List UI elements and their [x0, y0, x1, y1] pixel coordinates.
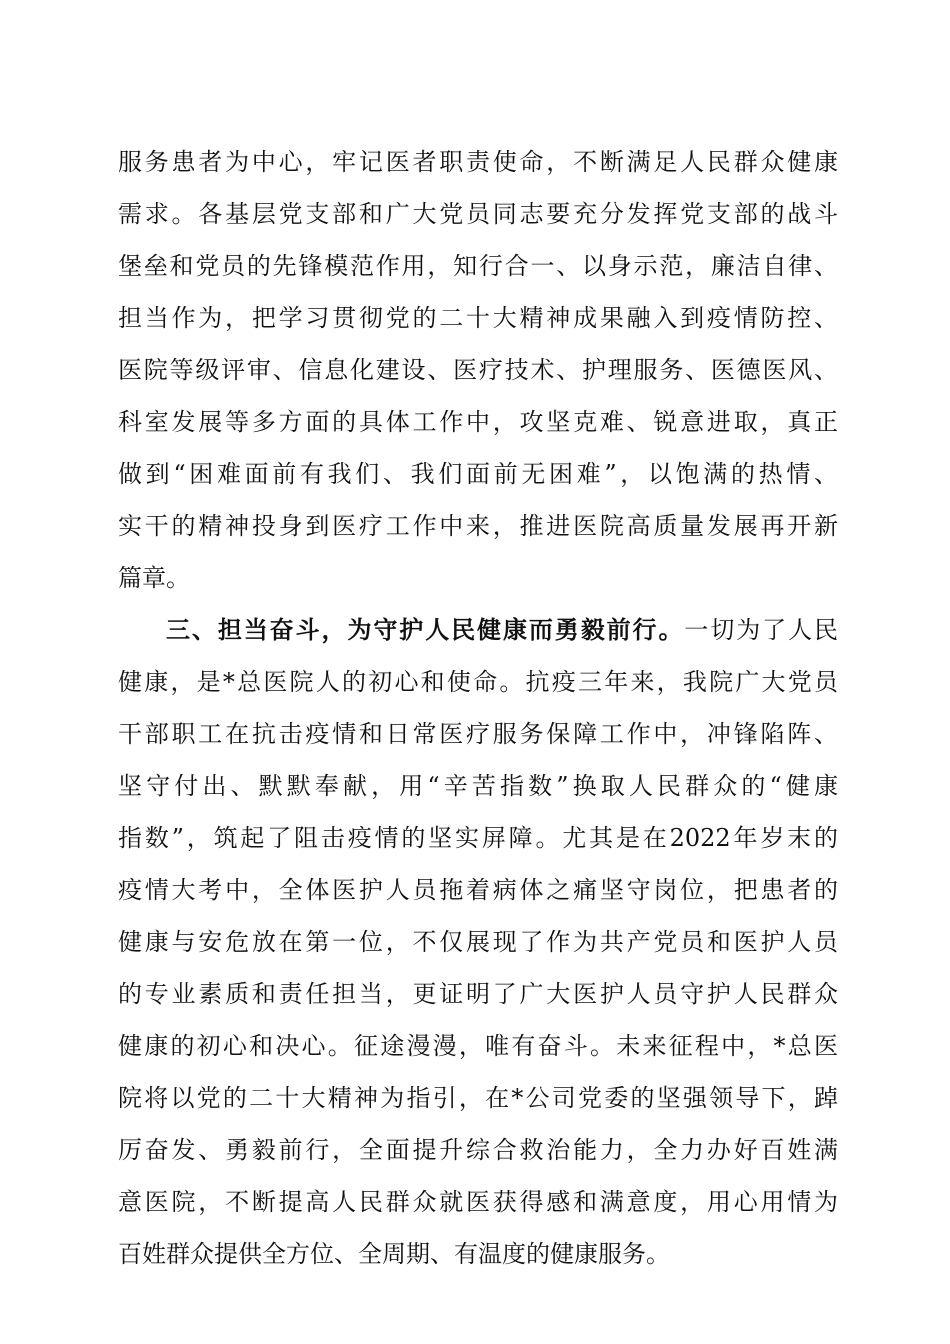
- paragraph-line: 厉奋发、勇毅前行，全面提升综合救治能力，全力办好百姓满: [118, 1136, 838, 1164]
- paragraph-line: 院将以党的二十大精神为指引，在*公司党委的坚强领导下，踔: [118, 1084, 838, 1112]
- paragraph-line: 的专业素质和责任担当，更证明了广大医护人员守护人民群众: [118, 980, 838, 1008]
- paragraph-line: 堡垒和党员的先锋模范作用，知行合一、以身示范，廉洁自律、: [118, 252, 838, 280]
- paragraph-line: 意医院，不断提高人民群众就医获得感和满意度，用心用情为: [118, 1188, 838, 1216]
- paragraph-line: 健康的初心和决心。征途漫漫，唯有奋斗。未来征程中，*总医: [118, 1032, 838, 1060]
- paragraph-line: 科室发展等多方面的具体工作中，攻坚克难、锐意进取，真正: [118, 408, 838, 436]
- paragraph-line: 服务患者为中心，牢记医者职责使命，不断满足人民群众健康: [118, 148, 838, 176]
- section-heading: 三、担当奋斗，为守护人民健康而勇毅前行。: [166, 616, 685, 644]
- paragraph-line: 指数”，筑起了阻击疫情的坚实屏障。尤其是在2022年岁末的: [118, 824, 838, 852]
- paragraph-line: 医院等级评审、信息化建设、医疗技术、护理服务、医德医风、: [118, 356, 838, 384]
- paragraph-line: 疫情大考中，全体医护人员拖着病体之痛坚守岗位，把患者的: [118, 876, 838, 904]
- first-line-text: 一切为了人民: [684, 616, 839, 644]
- paragraph-line: 担当作为，把学习贯彻党的二十大精神成果融入到疫情防控、: [118, 304, 838, 332]
- paragraph-line: 百姓群众提供全方位、全周期、有温度的健康服务。: [118, 1240, 670, 1268]
- paragraph-line: 健康，是*总医院人的初心和使命。抗疫三年来，我院广大党员: [118, 668, 838, 696]
- paragraph-first-line: [166, 610, 838, 650]
- paragraph-line: 篇章。: [118, 564, 190, 592]
- paragraph-line: 实干的精神投身到医疗工作中来，推进医院高质量发展再开新: [118, 512, 838, 540]
- paragraph-line: 干部职工在抗击疫情和日常医疗服务保障工作中，冲锋陷阵、: [118, 720, 838, 748]
- paragraph-line: 需求。各基层党支部和广大党员同志要充分发挥党支部的战斗: [118, 200, 838, 228]
- paragraph-line: 健康与安危放在第一位，不仅展现了作为共产党员和医护人员: [118, 928, 838, 956]
- paragraph-line: 坚守付出、默默奉献，用“辛苦指数”换取人民群众的“健康: [118, 772, 838, 800]
- paragraph-line: 做到“困难面前有我们、我们面前无困难”，以饱满的热情、: [118, 460, 838, 488]
